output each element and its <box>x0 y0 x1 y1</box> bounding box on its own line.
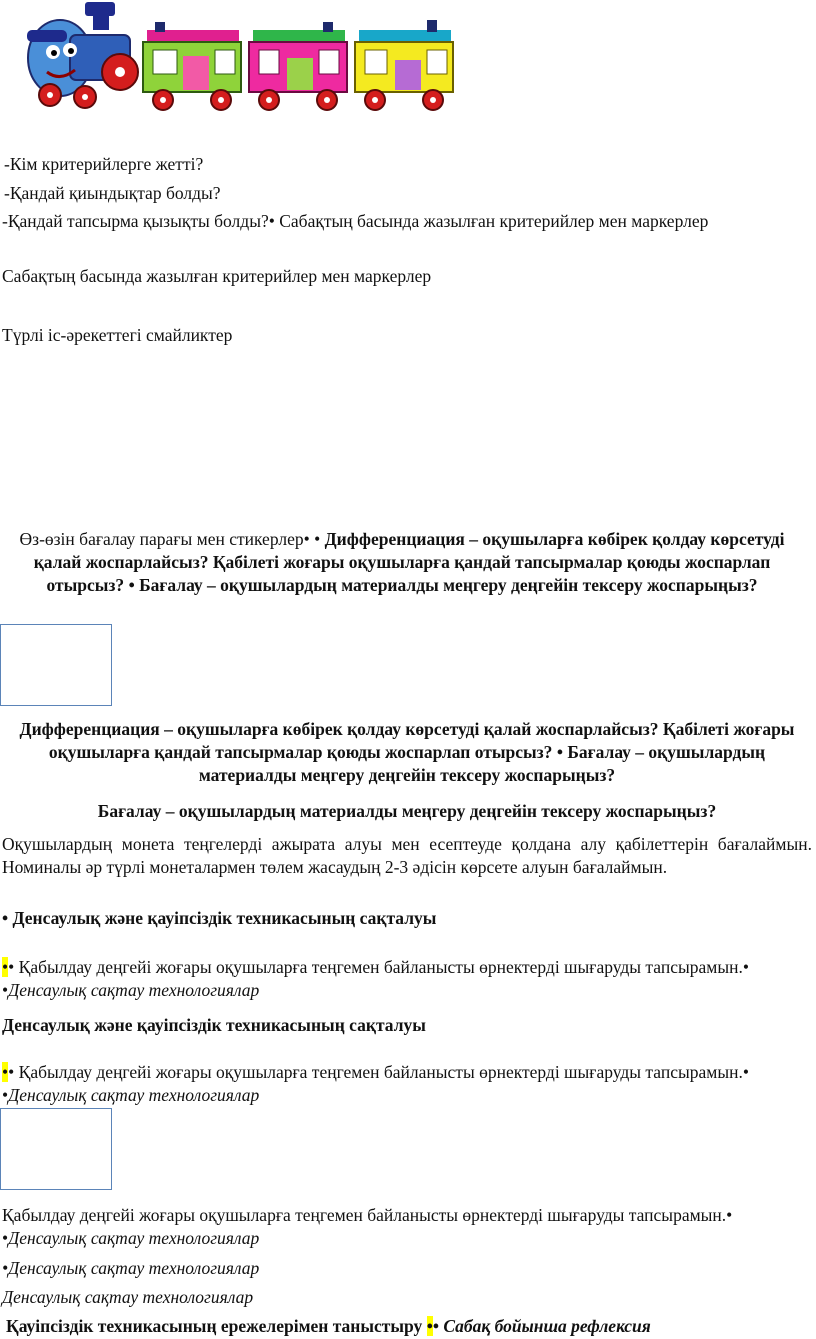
bullet-icon: • <box>2 980 9 1000</box>
task-text-1: Қабылдау деңгейі жоғары оқушыларға теңгемен байланысты өрнектерді шығаруды тапсырамын. <box>18 957 743 977</box>
safety-text: Қауіпсіздік техникасының ережелерімен таныстыру <box>6 1316 423 1336</box>
highlighted-bullet-icon: • <box>2 1062 9 1082</box>
bullet-icon: • <box>8 957 15 977</box>
tech-text-2: Денсаулық сақтау технологиялар <box>8 1085 260 1105</box>
evaluation-heading: Бағалау – оқушылардың материалды меңгеру деңгейін тексеру жоспарыңыз? <box>97 801 717 821</box>
task-text-2: Қабылдау деңгейі жоғары оқушыларға теңгемен байланысты өрнектерді шығаруды тапсырамын. <box>18 1062 743 1082</box>
question-interesting-task <box>2 210 802 233</box>
tech-text-4: Денсаулық сақтау технологиялар <box>8 1258 260 1278</box>
task-text-3: Қабылдау деңгейі жоғары оқушыларға теңгемен байланысты өрнектерді шығаруды тапсырамын. <box>2 1205 727 1225</box>
task-block-1 <box>2 956 812 1002</box>
bullet-icon: • <box>726 1205 733 1225</box>
bullet-icon: • <box>742 957 749 977</box>
text-box-frame <box>0 1108 112 1190</box>
criteria-line: Сабақтың басында жазылған критерийлер мен маркерлер <box>2 266 432 286</box>
task-block-3 <box>2 1204 812 1250</box>
health-heading-2: Денсаулық және қауіпсіздік техникасының сақталуы <box>2 1015 426 1035</box>
bullet-icon: • <box>2 1258 9 1278</box>
evaluation-text: Бағалау – оқушылардың материалды меңгеру деңгейін тексеру жоспарыңыз? <box>139 575 758 595</box>
health-heading-1 <box>2 907 436 930</box>
bullet-icon: • <box>742 1062 749 1082</box>
bullet-icon: • <box>314 529 321 549</box>
tech-line-5: Денсаулық сақтау технологиялар <box>2 1287 254 1307</box>
bullet-icon: • <box>2 908 9 928</box>
bullet-icon: • <box>268 211 275 231</box>
criteria-text: Сабақтың басында жазылған критерийлер мен маркерлер <box>279 211 709 231</box>
bullet-icon: • <box>432 1316 439 1336</box>
differentiation-text-2: Дифференциация – оқушыларға көбірек қолдау көрсетуді қалай жоспарлайсыз? Қабілеті жоғары оқушыларға қандай тапсырмалар қоюды жоспарлап отырсыз? <box>19 719 795 762</box>
text-box-frame <box>0 624 112 706</box>
magenta-wagon-icon <box>249 22 347 110</box>
bullet-icon: • <box>303 529 310 549</box>
bullet-icon: • <box>8 1062 15 1082</box>
question-difficulties: -Қандай қиындықтар болды? <box>4 183 221 203</box>
tech-line-4 <box>2 1257 259 1280</box>
health-text-1: Денсаулық және қауіпсіздік техникасының сақталуы <box>12 908 437 928</box>
question-interesting-text: -Қандай тапсырма қызықты болды? <box>2 211 269 231</box>
evaluation-text-2: Бағалау – оқушылардың материалды меңгеру деңгейін тексеру жоспарыңыз? <box>198 742 766 785</box>
differentiation-text: Дифференциация – оқушыларға көбірек қолдау көрсетуді қалай жоспарлайсыз? Қабілеті жоғары оқушыларға қандай тапсырмалар қоюды жоспарлап отырсыз? <box>33 529 785 595</box>
highlighted-bullet-icon: • <box>426 1316 433 1336</box>
task-block-2 <box>2 1061 812 1107</box>
question-criteria: -Кім критерийлерге жетті? <box>4 154 204 174</box>
self-eval-text: Өз-өзін бағалау парағы мен стикерлер <box>19 529 304 549</box>
bullet-icon: • <box>2 1228 9 1248</box>
self-eval-block <box>2 528 802 597</box>
highlighted-bullet-icon: • <box>2 957 9 977</box>
green-wagon-icon <box>143 22 241 110</box>
smileys-line: Түрлі іс-әрекеттегі смайликтер <box>2 325 233 345</box>
locomotive-icon <box>27 2 138 108</box>
safety-line <box>6 1315 814 1338</box>
tech-text-3: Денсаулық сақтау технологиялар <box>8 1228 260 1248</box>
bullet-icon: • <box>556 742 563 762</box>
train-illustration <box>15 0 465 120</box>
tech-text-1: Денсаулық сақтау технологиялар <box>8 980 260 1000</box>
reflection-text: Сабақ бойынша рефлексия <box>443 1316 651 1336</box>
assessment-paragraph: Оқушылардың монета теңгелерді ажырата алуы мен есептеуде қолдана алу қабілеттерін бағалаймын. Номиналы әр түрлі монеталармен төлем жасаудың 2-3 әдісін көрсете алуын бағалаймын. <box>2 834 812 877</box>
yellow-wagon-icon <box>355 20 453 110</box>
bullet-icon: • <box>2 1085 9 1105</box>
bullet-icon: • <box>128 575 135 595</box>
differentiation-block <box>10 718 804 787</box>
